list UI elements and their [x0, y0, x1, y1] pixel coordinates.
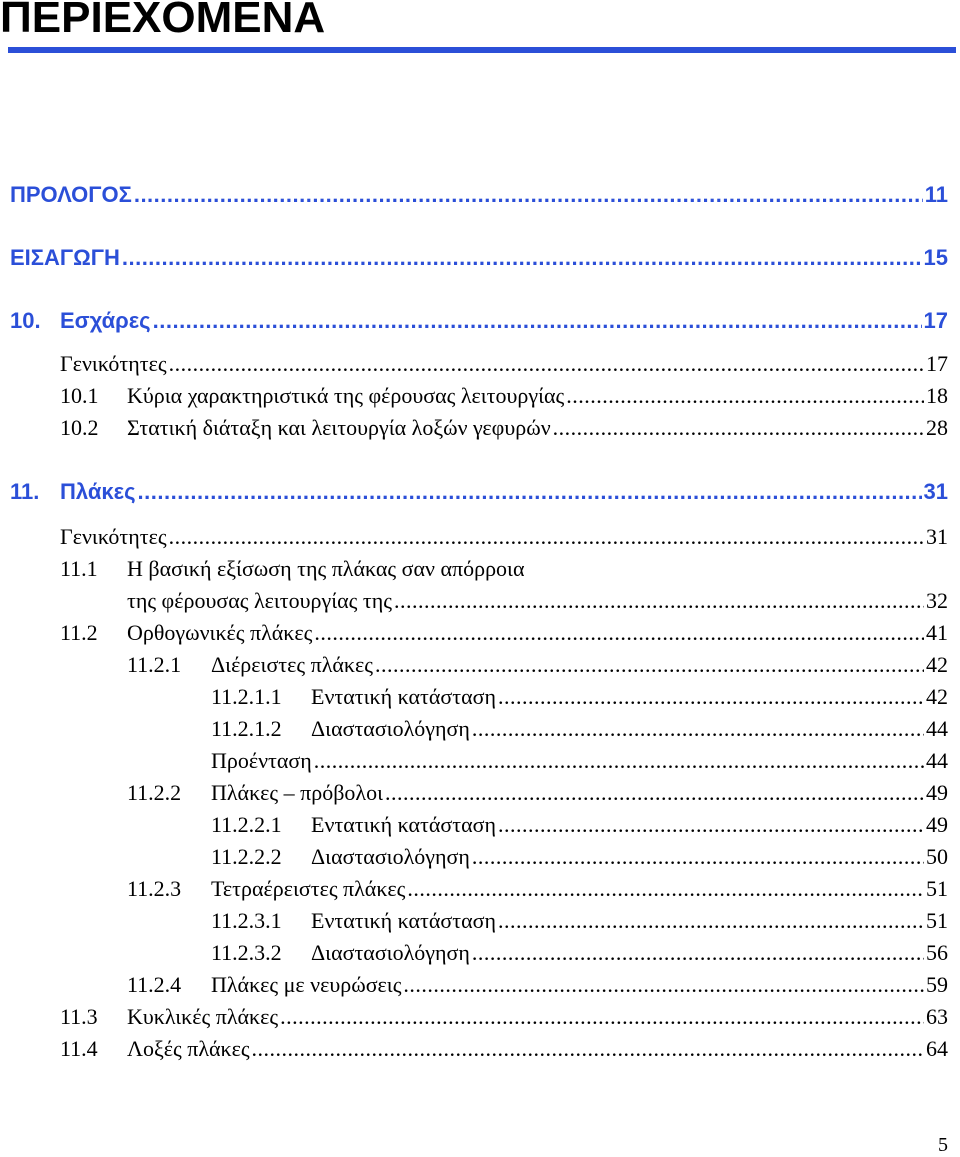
toc-leader-dots	[122, 245, 922, 271]
toc-leader-dots	[134, 182, 923, 208]
toc-entry-text: Πλάκες με νευρώσεις	[211, 972, 402, 997]
toc-entry-text: Εντατική κατάσταση	[311, 908, 496, 933]
toc-entry-text: Λοξές πλάκες	[127, 1036, 250, 1061]
toc-leader-dots	[314, 748, 924, 774]
toc-entry-text: Εσχάρες	[60, 308, 151, 333]
toc-entry-text: Πλάκες – πρόβολοι	[211, 780, 383, 805]
toc-entry-10-2[interactable]	[60, 415, 948, 441]
toc-entry-general-10[interactable]	[60, 351, 948, 377]
toc-entry-10-1[interactable]	[60, 383, 948, 409]
toc-entry-text: Ορθογωνικές πλάκες	[127, 620, 313, 645]
toc-entry-number: 11.	[10, 479, 40, 504]
toc-entry-text: Διαστασιολόγηση	[311, 716, 470, 741]
toc-entry-text: Διέρειστες πλάκες	[211, 652, 373, 677]
toc-entry-11-2-3-2[interactable]	[211, 940, 948, 966]
toc-leader-dots	[498, 684, 924, 710]
toc-entry-text: Η βασική εξίσωση της πλάκας σαν απόρροια	[127, 556, 525, 581]
toc-entry-prologos[interactable]	[10, 182, 948, 208]
toc-leader-dots	[153, 308, 922, 334]
toc-entry-number: 11.2.1.1	[211, 684, 282, 709]
toc-leader-dots	[252, 1036, 924, 1062]
toc-entry-page: 18	[926, 383, 948, 408]
toc-entry-text: Προένταση	[211, 748, 312, 773]
toc-entry-page: 56	[926, 940, 948, 965]
toc-entry-11-2-1-2[interactable]	[211, 716, 948, 742]
toc-entry-page: 51	[926, 908, 948, 933]
toc-leader-dots	[472, 940, 924, 966]
page-title: ΠΕΡΙΕΧΟΜΕΝΑ	[0, 0, 326, 42]
toc-entry-page: 17	[923, 308, 948, 333]
toc-entry-number: 11.2.3.2	[211, 940, 282, 965]
toc-entry-number: 11.2.2.1	[211, 812, 282, 837]
toc-entry-page: 31	[926, 524, 948, 549]
toc-entry-text: Κυκλικές πλάκες	[127, 1004, 279, 1029]
toc-entry-number: 10.	[10, 308, 41, 333]
toc-entry-page: 11	[924, 182, 948, 207]
toc-entry-text: Διαστασιολόγηση	[311, 844, 470, 869]
toc-entry-prestressing[interactable]	[211, 748, 948, 774]
toc-entry-page: 28	[926, 415, 948, 440]
toc-entry-page: 41	[926, 620, 948, 645]
toc-entry-11-2-3[interactable]	[127, 876, 948, 902]
page-number: 5	[938, 1134, 948, 1156]
toc-entry-text: Γενικότητες	[60, 524, 167, 549]
toc-entry-11-2-1[interactable]	[127, 652, 948, 678]
toc-entry-page: 32	[926, 588, 948, 613]
toc-entry-general-11[interactable]	[60, 524, 948, 550]
toc-entry-11-1[interactable]	[60, 556, 948, 582]
toc-entry-number: 11.1	[60, 556, 98, 581]
toc-entry-chapter-11[interactable]	[10, 479, 948, 505]
toc-entry-page: 64	[926, 1036, 948, 1061]
toc-leader-dots	[280, 1004, 924, 1030]
toc-entry-11-4[interactable]	[60, 1036, 948, 1062]
toc-entry-11-3[interactable]	[60, 1004, 948, 1030]
toc-leader-dots	[138, 479, 922, 505]
toc-leader-dots	[403, 972, 924, 998]
toc-entry-page: 51	[926, 876, 948, 901]
toc-leader-dots	[385, 780, 924, 806]
toc-entry-11-2-3-1[interactable]	[211, 908, 948, 934]
toc-leader-dots	[169, 524, 924, 550]
toc-leader-dots	[472, 716, 924, 742]
title-rule	[8, 47, 956, 53]
toc-entry-number: 11.2.1.2	[211, 716, 282, 741]
toc-entry-page: 31	[923, 479, 948, 504]
toc-entry-page: 42	[926, 652, 948, 677]
toc-leader-dots	[169, 351, 924, 377]
toc-entry-text: Στατική διάταξη και λειτουργία λοξών γεφυρών	[127, 415, 551, 440]
toc-entry-11-2[interactable]	[60, 620, 948, 646]
toc-entry-number: 11.2.3.1	[211, 908, 282, 933]
toc-entry-page: 49	[926, 812, 948, 837]
toc-leader-dots	[498, 908, 924, 934]
toc-entry-page: 44	[926, 716, 948, 741]
toc-entry-11-2-1-1[interactable]	[211, 684, 948, 710]
toc-entry-eisagogi[interactable]	[10, 245, 948, 271]
toc-entry-number: 10.1	[60, 383, 99, 408]
toc-leader-dots	[498, 812, 924, 838]
toc-entry-11-2-2[interactable]	[127, 780, 948, 806]
toc-entry-page: 42	[926, 684, 948, 709]
toc-entry-11-2-2-1[interactable]	[211, 812, 948, 838]
toc-entry-11-2-2-2[interactable]	[211, 844, 948, 870]
toc-entry-number: 11.2.2.2	[211, 844, 282, 869]
toc-leader-dots	[314, 620, 924, 646]
toc-entry-chapter-10[interactable]	[10, 308, 948, 334]
toc-entry-text: Γενικότητες	[60, 351, 167, 376]
toc-leader-dots	[375, 652, 924, 678]
toc-entry-number: 11.2.3	[127, 876, 182, 901]
toc-entry-text: Εντατική κατάσταση	[311, 812, 496, 837]
toc-entry-text: Διαστασιολόγηση	[311, 940, 470, 965]
toc-leader-dots	[407, 876, 924, 902]
toc-leader-dots	[472, 844, 924, 870]
toc-entry-page: 49	[926, 780, 948, 805]
toc-entry-text: ΕΙΣΑΓΩΓΗ	[10, 245, 120, 270]
toc-entry-number: 10.2	[60, 415, 99, 440]
toc-entry-page: 59	[926, 972, 948, 997]
toc-entry-number: 11.2.4	[127, 972, 182, 997]
toc-entry-number: 11.2	[60, 620, 98, 645]
toc-entry-11-2-4[interactable]	[127, 972, 948, 998]
toc-entry-page: 50	[926, 844, 948, 869]
toc-entry-text: Κύρια χαρακτηριστικά της φέρουσας λειτουργίας	[127, 383, 565, 408]
toc-entry-page: 44	[926, 748, 948, 773]
toc-leader-dots	[553, 415, 924, 441]
toc-leader-dots	[394, 588, 924, 614]
toc-entry-number: 11.2.2	[127, 780, 182, 805]
toc-entry-text: Εντατική κατάσταση	[311, 684, 496, 709]
toc-entry-page: 17	[926, 351, 948, 376]
toc-entry-text: Πλάκες	[60, 479, 136, 504]
toc-entry-number: 11.4	[60, 1036, 98, 1061]
toc-entry-text: ΠΡΟΛΟΓΟΣ	[10, 182, 132, 207]
toc-entry-page: 15	[923, 245, 948, 270]
toc-entry-text: Τετραέρειστες πλάκες	[211, 876, 406, 901]
toc-entry-number: 11.3	[60, 1004, 98, 1029]
toc-entry-text-continued: της φέρουσας λειτουργίας της	[127, 588, 392, 613]
toc-entry-page: 63	[926, 1004, 948, 1029]
toc-entry-11-1-continued[interactable]	[127, 588, 948, 614]
toc-entry-number: 11.2.1	[127, 652, 182, 677]
toc-leader-dots	[566, 383, 924, 409]
